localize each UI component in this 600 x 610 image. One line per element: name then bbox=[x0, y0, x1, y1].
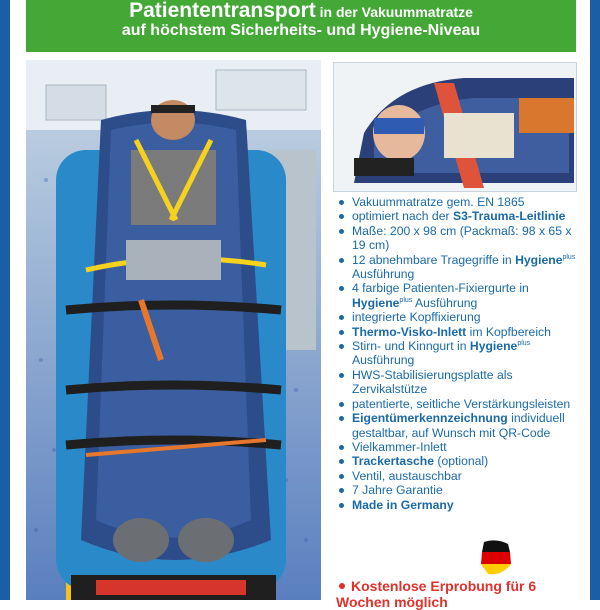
feature-text: im Kopfbereich bbox=[466, 324, 551, 339]
feature-highlight: Thermo-Visko-Inlett bbox=[352, 324, 467, 339]
feature-text: Maße: 200 x 98 cm (Packmaß: 98 x 65 x 19 cm) bbox=[352, 223, 572, 253]
hygiene-plus-brand: Hygiene bbox=[469, 339, 518, 354]
feature-text: Vielkammer-Inlett bbox=[352, 439, 447, 454]
feature-item bbox=[336, 224, 576, 253]
head-fixation-illustration bbox=[334, 63, 576, 191]
feature-highlight: Made in Germany bbox=[352, 497, 454, 512]
feature-item bbox=[336, 440, 576, 454]
feature-item bbox=[336, 498, 576, 512]
main-product-photo bbox=[26, 60, 321, 600]
feature-item bbox=[336, 469, 576, 483]
feature-bullets bbox=[336, 195, 576, 512]
feature-item bbox=[336, 454, 576, 468]
feature-item bbox=[336, 368, 576, 397]
title-banner bbox=[26, 0, 576, 52]
feature-text: 7 Jahre Garantie bbox=[352, 483, 443, 498]
brand-superscript: plus bbox=[399, 296, 413, 304]
title-rest: in der Vakuummatratze bbox=[315, 4, 473, 20]
feature-text: Ventil, austauschbar bbox=[352, 468, 462, 483]
feature-item bbox=[336, 253, 576, 282]
promo-label: Kostenlose Erprobung für 6 Wochen möglich bbox=[336, 578, 537, 610]
title-bold: Patiententransport bbox=[129, 0, 316, 22]
feature-highlight: S3-Trauma-Leitlinie bbox=[452, 209, 566, 224]
feature-item bbox=[336, 209, 576, 223]
feature-item bbox=[336, 325, 576, 339]
feature-item bbox=[336, 411, 576, 440]
feature-item bbox=[336, 339, 576, 368]
vacuum-mattress-illustration bbox=[26, 60, 321, 600]
feature-suffix: Ausführung bbox=[352, 353, 415, 368]
promo-bullet bbox=[339, 583, 345, 589]
promo-text bbox=[336, 578, 576, 610]
feature-list bbox=[336, 195, 576, 512]
german-flag-icon bbox=[478, 538, 514, 578]
feature-item bbox=[336, 310, 576, 324]
feature-text: patentierte, seitliche Verstärkungsleisten bbox=[352, 396, 571, 411]
hygiene-plus-brand: Hygiene bbox=[515, 252, 563, 267]
feature-text: individuell gestaltbar, auf Wunsch mit QR-Code bbox=[352, 411, 565, 440]
feature-item bbox=[336, 397, 576, 411]
feature-text: optimiert nach der bbox=[352, 209, 453, 224]
feature-suffix: Ausführung bbox=[352, 267, 415, 282]
feature-highlight: Trackertasche bbox=[352, 454, 434, 469]
feature-item bbox=[336, 195, 576, 209]
feature-text: Vakuummatratze gem. EN 1865 bbox=[352, 195, 525, 209]
feature-text: Stirn- und Kinngurt in bbox=[352, 339, 470, 354]
hygiene-plus-brand: Hygiene bbox=[352, 295, 400, 310]
feature-text: 12 abnehmbare Tragegriffe in bbox=[352, 252, 516, 267]
feature-text: 4 farbige Patienten-Fixiergurte in bbox=[352, 281, 529, 296]
brand-superscript: plus bbox=[562, 253, 576, 261]
brand-superscript: plus bbox=[517, 340, 531, 347]
feature-item bbox=[336, 483, 576, 497]
feature-text: HWS-Stabilisierungsplatte als Zervikalstütze bbox=[352, 367, 513, 397]
feature-suffix: Ausführung bbox=[412, 295, 478, 310]
feature-text: (optional) bbox=[434, 454, 489, 469]
page-title bbox=[34, 2, 568, 21]
feature-item bbox=[336, 281, 576, 310]
feature-highlight: Eigentümerkennzeichnung bbox=[352, 411, 508, 426]
feature-text: integrierte Kopffixierung bbox=[352, 310, 481, 325]
head-fixation-photo bbox=[333, 62, 577, 192]
page-subtitle: auf höchstem Sicherheits- und Hygiene-Niveau bbox=[121, 22, 481, 39]
